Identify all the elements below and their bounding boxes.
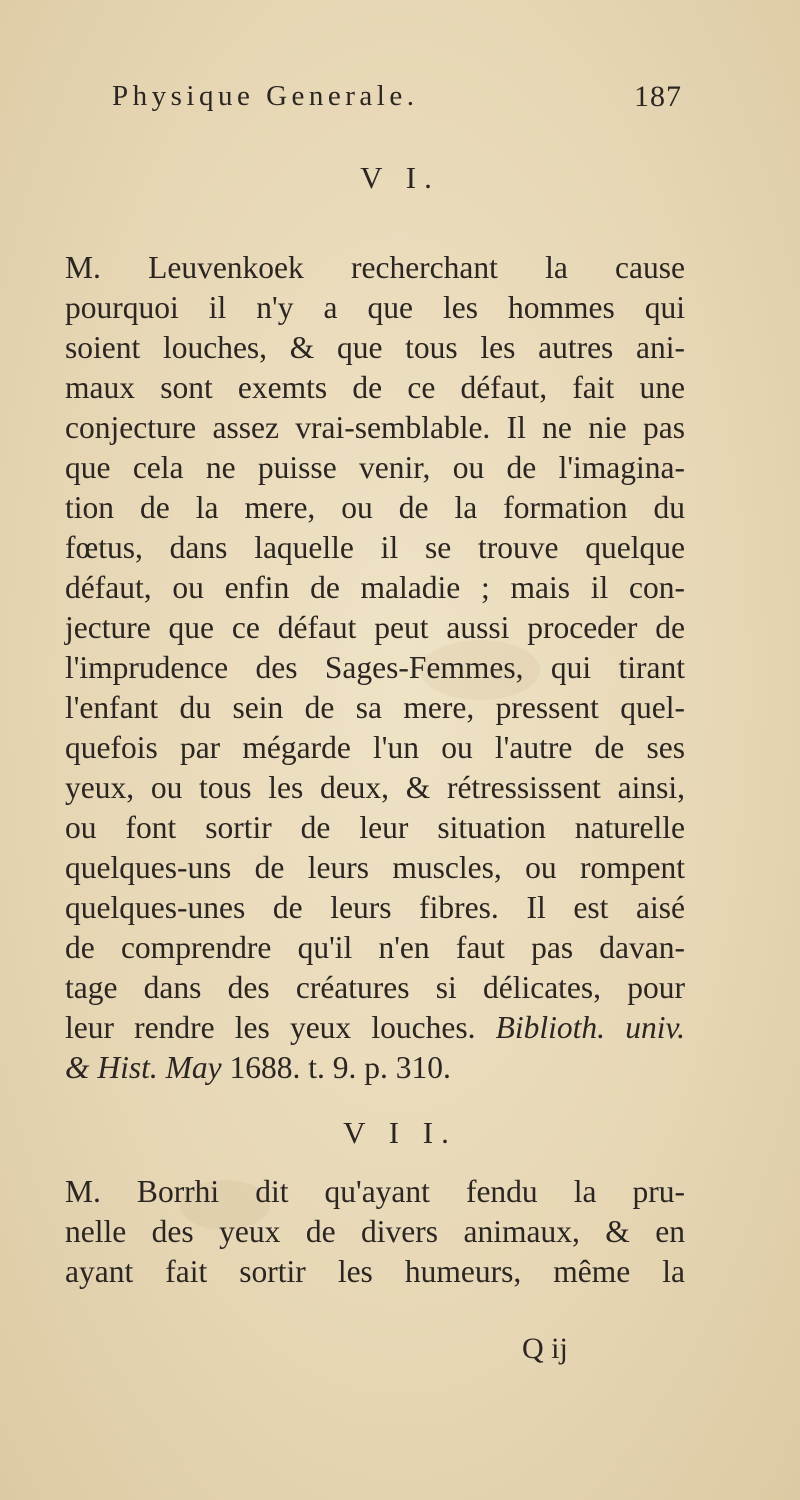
- text-line: l'imprudence des Sages-Femmes, qui tirant: [65, 650, 685, 685]
- text-line: jecture que ce défaut peut aussi proceder de: [65, 610, 685, 645]
- text-line: quelques-uns de leurs muscles, ou rompent: [65, 850, 685, 885]
- text-line: M. Leuvenkoek recherchant la cause: [65, 250, 685, 285]
- section-heading-7: V I I.: [343, 1115, 457, 1150]
- text-line: yeux, ou tous les deux, & rétressissent ainsi,: [65, 770, 685, 805]
- text-line: l'enfant du sein de sa mere, pressent quel-: [65, 690, 685, 725]
- text-line: défaut, ou enfin de maladie ; mais il con-: [65, 570, 685, 605]
- text-line: nelle des yeux de divers animaux, & en: [65, 1214, 685, 1249]
- text-line: fœtus, dans laquelle il se trouve quelque: [65, 530, 685, 565]
- section-heading-6: V I.: [360, 160, 440, 195]
- citation-source: Biblioth. univ.: [495, 1010, 685, 1045]
- text-line: ayant fait sortir les humeurs, même la: [65, 1254, 685, 1289]
- running-head: [112, 80, 682, 120]
- text-line: ou font sortir de leur situation naturelle: [65, 810, 685, 845]
- text-line: maux sont exemts de ce défaut, fait une: [65, 370, 685, 405]
- citation-ref: . t. 9. p. 310.: [292, 1050, 451, 1085]
- text-line: tion de la mere, ou de la formation du: [65, 490, 685, 525]
- text-line: que cela ne puisse venir, ou de l'imagina-: [65, 450, 685, 485]
- citation-source-cont: & Hist. May: [65, 1050, 222, 1085]
- text-line: soient louches, & que tous les autres ani-: [65, 330, 685, 365]
- text-line: pourquoi il n'y a que les hommes qui: [65, 290, 685, 325]
- citation-year: 1688: [229, 1050, 293, 1085]
- text-line: tage dans des créatures si délicates, pour: [65, 970, 685, 1005]
- text-line: M. Borrhi dit qu'ayant fendu la pru-: [65, 1174, 685, 1209]
- text-line: conjecture assez vrai-semblable. Il ne nie pas: [65, 410, 685, 445]
- section-6-body: [65, 248, 685, 1088]
- text-line: de comprendre qu'il n'en faut pas davan-: [65, 930, 685, 965]
- running-title: Physique Generale.: [112, 80, 419, 112]
- text-line: quefois par mégarde l'un ou l'autre de ses: [65, 730, 685, 765]
- catchword: Q ij: [522, 1332, 568, 1365]
- section-7-body: [65, 1172, 685, 1292]
- text-line: quelques-unes de leurs fibres. Il est aisé: [65, 890, 685, 925]
- citation-line: [65, 1008, 685, 1048]
- text-line: leur rendre les yeux louches.: [65, 1010, 476, 1045]
- citation-line: [65, 1048, 685, 1088]
- page-number: 187: [634, 80, 682, 113]
